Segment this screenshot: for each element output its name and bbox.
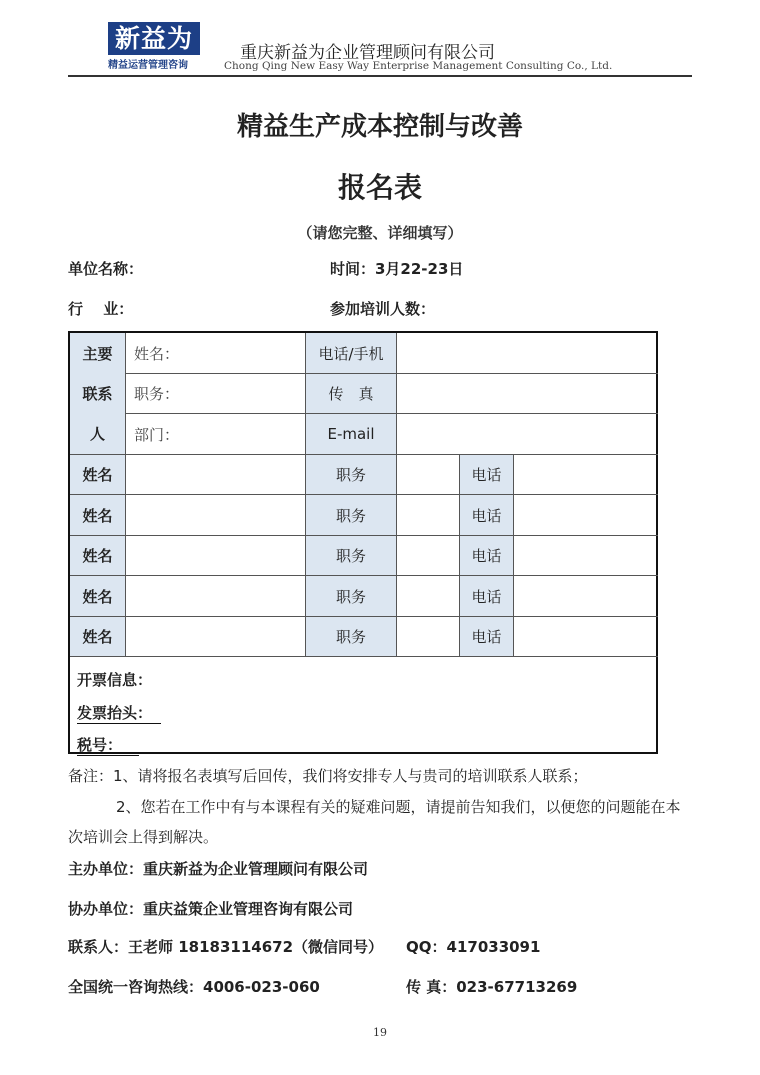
main-contact-label-2: 联系 <box>82 384 113 403</box>
contact-person: 联系人：王老师 18183114672（微信同号） <box>68 938 384 956</box>
registration-table <box>68 331 658 754</box>
note-line-2: 2、您若在工作中有与本课程有关的疑难问题，请提前告知我们，以便您的问题能在本 <box>116 798 681 816</box>
attendee-title-header: 职务 <box>306 495 397 536</box>
participants-label: 参加培训人数： <box>330 300 436 318</box>
logo-tagline: 精益运营管理咨询 <box>108 60 188 71</box>
unit-name-label: 单位名称： <box>68 260 144 278</box>
time-label: 时间：3月22-23日 <box>330 260 464 278</box>
host-organizer: 主办单位：重庆新益为企业管理顾问有限公司 <box>68 860 369 878</box>
attendee-phone-header: 电话 <box>460 495 514 536</box>
contact-phone-field[interactable] <box>397 333 658 374</box>
main-contact-header <box>70 333 126 455</box>
note-line-1: 备注：1、请将报名表填写后回传，我们将安排专人与贵司的培训联系人联系； <box>68 767 588 785</box>
attendee-phone-header: 电话 <box>460 617 514 657</box>
contact-email-field[interactable] <box>397 414 658 455</box>
company-name-cn: 重庆新益为企业管理顾问有限公司 <box>240 43 495 63</box>
attendee-name-header: 姓名 <box>70 576 126 617</box>
attendee-name-header: 姓名 <box>70 536 126 576</box>
company-name-en: Chong Qing New Easy Way Enterprise Management Consulting Co., Ltd. <box>224 60 613 72</box>
co-organizer: 协办单位：重庆益策企业管理咨询有限公司 <box>68 900 354 918</box>
attendee-title-header: 职务 <box>306 617 397 657</box>
main-contact-label-1: 主要 <box>82 344 113 363</box>
tax-number-field[interactable]: 税号： <box>77 734 139 756</box>
attendee-title-field[interactable] <box>397 576 460 617</box>
attendee-phone-field[interactable] <box>514 536 658 576</box>
tax-number-label <box>77 734 139 756</box>
fill-instruction: （请您完整、详细填写） <box>297 224 463 242</box>
attendee-title-field[interactable] <box>397 495 460 536</box>
attendee-name-field[interactable] <box>126 576 306 617</box>
qq-number: QQ：417033091 <box>406 938 541 956</box>
note-line-3: 次培训会上得到解决。 <box>68 828 219 846</box>
contact-fax-header: 传 真 <box>306 374 397 414</box>
attendee-phone-field[interactable] <box>514 576 658 617</box>
industry-label: 行 业： <box>68 300 134 318</box>
fax-number: 传 真：023-67713269 <box>406 978 578 996</box>
contact-title-label: 职务： <box>126 374 306 414</box>
contact-phone-header: 电话/手机 <box>306 333 397 374</box>
attendee-title-field[interactable] <box>397 455 460 495</box>
invoice-title-field[interactable]: 发票抬头： <box>77 702 161 724</box>
attendee-title-header: 职务 <box>306 536 397 576</box>
attendee-title-header: 职务 <box>306 576 397 617</box>
attendee-name-header: 姓名 <box>70 617 126 657</box>
header-divider <box>68 75 692 77</box>
attendee-phone-field[interactable] <box>514 455 658 495</box>
contact-dept-label: 部门： <box>126 414 306 455</box>
attendee-name-field[interactable] <box>126 455 306 495</box>
hotline: 全国统一咨询热线：4006-023-060 <box>68 978 320 996</box>
attendee-title-header: 职务 <box>306 455 397 495</box>
invoice-title-label <box>77 702 161 724</box>
logo-mark: 新益为 <box>108 22 200 55</box>
main-contact-label-3: 人 <box>89 424 105 443</box>
attendee-name-header: 姓名 <box>70 495 126 536</box>
attendee-title-field[interactable] <box>397 536 460 576</box>
attendee-name-field[interactable] <box>126 495 306 536</box>
contact-name-label: 姓名： <box>126 333 306 374</box>
invoice-info-label: 开票信息： <box>77 671 153 689</box>
attendee-name-header: 姓名 <box>70 455 126 495</box>
attendee-phone-field[interactable] <box>514 495 658 536</box>
page-number: 19 <box>373 1026 387 1039</box>
attendee-phone-header: 电话 <box>460 576 514 617</box>
document-title: 精益生产成本控制与改善 <box>236 112 523 142</box>
attendee-phone-header: 电话 <box>460 536 514 576</box>
document-subtitle: 报名表 <box>337 171 422 204</box>
contact-email-header: E-mail <box>306 414 397 455</box>
attendee-name-field[interactable] <box>126 617 306 657</box>
attendee-title-field[interactable] <box>397 617 460 657</box>
attendee-name-field[interactable] <box>126 536 306 576</box>
contact-fax-field[interactable] <box>397 374 658 414</box>
attendee-phone-header: 电话 <box>460 455 514 495</box>
company-logo <box>108 22 200 72</box>
attendee-phone-field[interactable] <box>514 617 658 657</box>
